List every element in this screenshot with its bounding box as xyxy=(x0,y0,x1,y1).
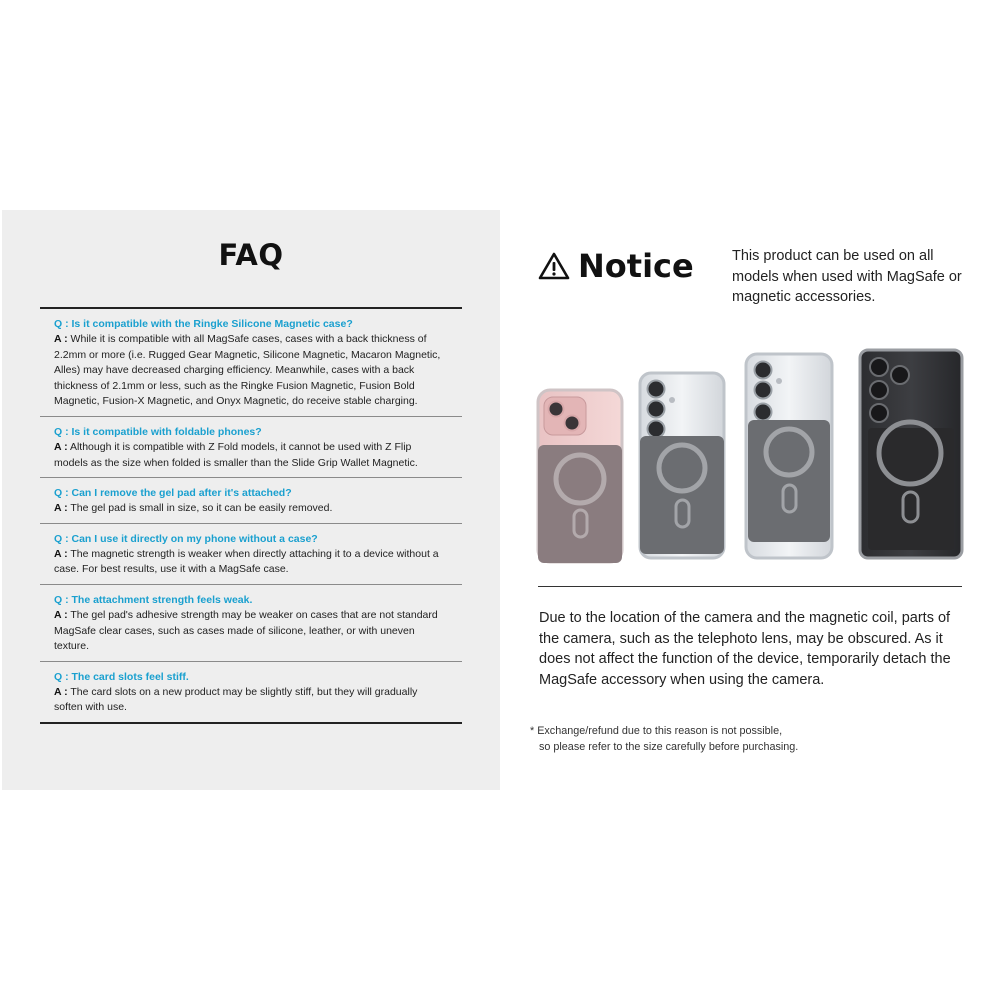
faq-question: Q : Can I use it directly on my phone without a case? xyxy=(54,532,318,545)
answer-text: While it is compatible with all MagSafe cases, cases with a back thickness of 2.2mm or more (i.e. Rugged Gear Magnetic, Silicone Magnetic, Macaron Magnetic, Alles) may have decreased charging efficiency. Meanwhile, cases with a back thickness of 2.1mm or less, such as the Ringke Fusion Magnetic, Fusion Bold Magnetic, Fusion-X Magnetic, and Onyx Magnetic, do receive stable charging. xyxy=(54,333,441,408)
faq-answer xyxy=(54,332,448,410)
answer-prefix: A : xyxy=(54,440,68,453)
faq-answer xyxy=(54,547,448,578)
faq-answer xyxy=(54,685,448,716)
answer-prefix: A : xyxy=(54,502,68,515)
faq-panel xyxy=(2,210,500,790)
footnote-line-1: * Exchange/refund due to this reason is not possible, xyxy=(530,725,783,737)
faq-question: Q : Is it compatible with the Ringke Silicone Magnetic case? xyxy=(54,318,353,330)
notice-divider xyxy=(538,586,962,587)
faq-answer xyxy=(54,501,448,517)
warning-triangle-icon xyxy=(538,251,570,281)
notice-description: This product can be used on all models when used with MagSafe or magnetic accessories. xyxy=(732,248,962,305)
notice-title: Notice xyxy=(578,247,694,285)
answer-text: The card slots on a new product may be slightly stiff, but they will gradually soften with use. xyxy=(54,685,418,714)
answer-prefix: A : xyxy=(54,547,68,560)
grey-phone-1 xyxy=(640,373,724,558)
faq-item xyxy=(40,416,462,477)
answer-prefix: A : xyxy=(54,333,68,345)
answer-prefix: A : xyxy=(54,685,68,698)
faq-item xyxy=(40,661,462,722)
answer-prefix: A : xyxy=(54,608,68,621)
faq-item xyxy=(40,584,462,661)
faq-item xyxy=(40,309,462,416)
pink-phone xyxy=(538,390,622,563)
faq-question: Q : The attachment strength feels weak. xyxy=(54,593,253,606)
grey-phone-2 xyxy=(746,354,832,558)
faq-answer xyxy=(54,608,448,655)
faq-item xyxy=(40,523,462,584)
faq-question: Q : Is it compatible with foldable phones? xyxy=(54,425,262,438)
faq-item xyxy=(40,477,462,523)
answer-text: Although it is compatible with Z Fold models, it cannot be used with Z Flip models as the size when folded is smaller than the Slide Grip Wallet Magnetic. xyxy=(54,440,418,469)
faq-question: Q : Can I remove the gel pad after it's attached? xyxy=(54,487,292,500)
answer-text: The magnetic strength is weaker when directly attaching it to a device without a case. For best results, use it with a MagSafe case. xyxy=(54,547,439,576)
faq-title: FAQ xyxy=(218,238,284,272)
faq-answer xyxy=(54,440,448,471)
black-phone xyxy=(860,350,962,558)
notice-footnote xyxy=(530,724,950,755)
faq-list xyxy=(40,307,462,724)
faq-question: Q : The card slots feel stiff. xyxy=(54,670,189,683)
footnote-line-2: so please refer to the size carefully before purchasing. xyxy=(539,740,799,753)
notice-heading xyxy=(538,247,694,285)
answer-text: The gel pad is small in size, so it can be easily removed. xyxy=(70,502,333,515)
notice-body: Due to the location of the camera and the magnetic coil, parts of the camera, such as the telephoto lens, may be obscured. As it does not affect the function of the device, temporarily detach the MagSafe accessory when using the camera. xyxy=(539,610,951,689)
answer-text: The gel pad's adhesive strength may be weaker on cases that are not standard MagSafe clear cases, such as cases made of silicone, leather, or with uneven texture. xyxy=(54,608,438,653)
phones-with-wallets-image xyxy=(530,340,970,575)
